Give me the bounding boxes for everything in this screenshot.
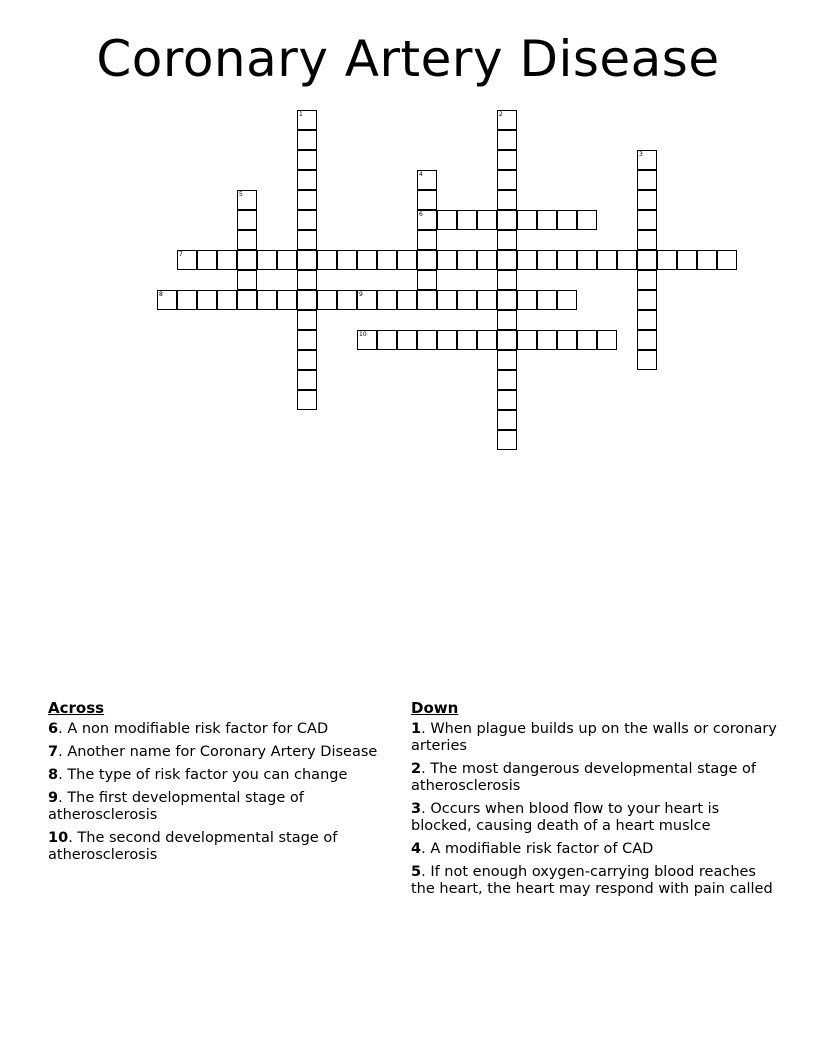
across-clues xyxy=(48,700,393,870)
grid-cell[interactable] xyxy=(277,250,297,270)
crossword-grid xyxy=(0,0,816,470)
grid-cell[interactable] xyxy=(237,290,257,310)
grid-cell[interactable] xyxy=(217,250,237,270)
grid-cell[interactable] xyxy=(297,250,317,270)
clue-number: 1 xyxy=(411,721,422,737)
cell-number: 2 xyxy=(499,111,503,118)
grid-cell[interactable] xyxy=(297,290,317,310)
clue-number: 8 xyxy=(48,767,59,783)
grid-cell[interactable] xyxy=(237,250,257,270)
grid-cell[interactable] xyxy=(617,250,637,270)
grid-cell[interactable] xyxy=(497,170,517,190)
down-clue-1: 1. When plague builds up on the walls or coronary arteries xyxy=(411,721,777,754)
grid-cell[interactable] xyxy=(497,290,517,310)
clue-text: If not enough oxygen-carrying blood reaches the heart, the heart may respond with pain called xyxy=(411,864,773,897)
down-clues xyxy=(411,700,781,904)
grid-cell[interactable] xyxy=(377,330,397,350)
grid-cell[interactable] xyxy=(637,290,657,310)
grid-cell[interactable] xyxy=(557,290,577,310)
down-clue-3: 3. Occurs when blood flow to your heart is blocked, causing death of a heart muslce xyxy=(411,801,720,834)
grid-cell[interactable] xyxy=(637,350,657,370)
across-clue-9: 9. The first developmental stage of atherosclerosis xyxy=(48,790,304,823)
grid-cell[interactable] xyxy=(297,350,317,370)
cell-number: 5 xyxy=(239,191,243,198)
grid-cell[interactable] xyxy=(637,330,657,350)
grid-cell[interactable] xyxy=(417,270,437,290)
grid-cell[interactable] xyxy=(377,290,397,310)
grid-cell[interactable] xyxy=(437,210,457,230)
grid-cell[interactable] xyxy=(497,230,517,250)
grid-cell[interactable] xyxy=(457,290,477,310)
cell-number: 8 xyxy=(159,291,163,298)
clue-text: The first developmental stage of atherosclerosis xyxy=(48,790,304,823)
grid-cell[interactable] xyxy=(417,330,437,350)
grid-cell[interactable] xyxy=(677,250,697,270)
grid-cell[interactable] xyxy=(317,290,337,310)
grid-cell[interactable] xyxy=(437,250,457,270)
grid-cell[interactable] xyxy=(397,330,417,350)
grid-cell[interactable] xyxy=(297,330,317,350)
clue-text: The second developmental stage of atherosclerosis xyxy=(48,830,338,863)
grid-cell[interactable] xyxy=(637,210,657,230)
grid-cell[interactable] xyxy=(497,410,517,430)
cell-number: 9 xyxy=(359,291,363,298)
cell-number: 6 xyxy=(419,211,423,218)
grid-cell[interactable] xyxy=(437,290,457,310)
grid-cell[interactable] xyxy=(257,250,277,270)
grid-cell[interactable] xyxy=(497,190,517,210)
grid-cell[interactable] xyxy=(237,230,257,250)
across-clue-6: 6. A non modifiable risk factor for CAD xyxy=(48,721,329,737)
grid-cell[interactable] xyxy=(637,170,657,190)
grid-cell[interactable] xyxy=(517,210,537,230)
clue-text: The type of risk factor you can change xyxy=(67,767,348,783)
grid-cell[interactable] xyxy=(557,330,577,350)
grid-cell[interactable] xyxy=(697,250,717,270)
cell-number: 3 xyxy=(639,151,643,158)
grid-cell[interactable] xyxy=(297,310,317,330)
grid-cell[interactable] xyxy=(477,330,497,350)
grid-cell[interactable] xyxy=(657,250,677,270)
clue-text: Another name for Coronary Artery Disease xyxy=(67,744,378,760)
grid-cell[interactable] xyxy=(297,390,317,410)
grid-cell[interactable] xyxy=(597,250,617,270)
grid-cell[interactable] xyxy=(537,210,557,230)
grid-cell[interactable] xyxy=(497,270,517,290)
grid-cell[interactable] xyxy=(397,250,417,270)
grid-cell[interactable] xyxy=(537,290,557,310)
grid-cell[interactable] xyxy=(297,190,317,210)
grid-cell[interactable] xyxy=(637,230,657,250)
grid-cell[interactable] xyxy=(297,150,317,170)
grid-cell[interactable] xyxy=(457,330,477,350)
grid-cell[interactable] xyxy=(497,370,517,390)
grid-cell[interactable] xyxy=(337,250,357,270)
grid-cell[interactable] xyxy=(437,330,457,350)
grid-cell[interactable] xyxy=(637,270,657,290)
grid-cell[interactable] xyxy=(497,310,517,330)
clue-text: The most dangerous developmental stage of atherosclerosis xyxy=(411,761,757,794)
grid-cell[interactable] xyxy=(237,210,257,230)
grid-cell[interactable] xyxy=(317,250,337,270)
grid-cell[interactable] xyxy=(417,230,437,250)
clue-number: 9 xyxy=(48,790,59,806)
grid-cell[interactable] xyxy=(417,190,437,210)
grid-cell[interactable] xyxy=(637,310,657,330)
grid-cell[interactable] xyxy=(497,350,517,370)
grid-cell[interactable] xyxy=(577,210,597,230)
grid-cell[interactable] xyxy=(217,290,237,310)
grid-cell[interactable] xyxy=(457,250,477,270)
clue-number: 3 xyxy=(411,801,422,817)
grid-cell[interactable] xyxy=(477,210,497,230)
across-clue-7: 7. Another name for Coronary Artery Disease xyxy=(48,744,378,760)
clue-text: When plague builds up on the walls or coronary arteries xyxy=(411,721,777,754)
grid-cell[interactable] xyxy=(177,290,197,310)
grid-cell[interactable] xyxy=(257,290,277,310)
cell-number: 10 xyxy=(359,331,367,338)
grid-cell[interactable] xyxy=(337,290,357,310)
cell-number: 4 xyxy=(419,171,423,178)
grid-cell[interactable] xyxy=(577,250,597,270)
grid-cell[interactable] xyxy=(457,210,477,230)
clue-number: 7 xyxy=(48,744,59,760)
across-clue-8: 8. The type of risk factor you can change xyxy=(48,767,348,783)
cell-number: 1 xyxy=(299,111,303,118)
grid-cell[interactable] xyxy=(477,250,497,270)
grid-cell[interactable] xyxy=(197,290,217,310)
grid-cell[interactable] xyxy=(557,210,577,230)
grid-cell[interactable] xyxy=(497,150,517,170)
grid-cell[interactable] xyxy=(497,250,517,270)
clue-text: Occurs when blood flow to your heart is blocked, causing death of a heart muslce xyxy=(411,801,720,834)
grid-cell[interactable] xyxy=(297,170,317,190)
grid-cell[interactable] xyxy=(297,210,317,230)
grid-cell[interactable] xyxy=(517,330,537,350)
down-clue-5: 5. If not enough oxygen-carrying blood reaches the heart, the heart may respond with pain called xyxy=(411,864,773,897)
grid-cell[interactable] xyxy=(497,430,517,450)
grid-cell[interactable] xyxy=(577,330,597,350)
down-clue-2: 2. The most dangerous developmental stage of atherosclerosis xyxy=(411,761,757,794)
grid-cell[interactable] xyxy=(637,250,657,270)
grid-cell[interactable] xyxy=(517,290,537,310)
clue-number: 5 xyxy=(411,864,422,880)
grid-cell[interactable] xyxy=(717,250,737,270)
grid-cell[interactable] xyxy=(277,290,297,310)
grid-cell[interactable] xyxy=(417,290,437,310)
grid-cell[interactable] xyxy=(297,270,317,290)
grid-cell[interactable] xyxy=(497,330,517,350)
clue-number: 2 xyxy=(411,761,422,777)
grid-cell[interactable] xyxy=(637,190,657,210)
clue-number: 6 xyxy=(48,721,59,737)
grid-cell[interactable] xyxy=(557,250,577,270)
clue-text: A modifiable risk factor of CAD xyxy=(430,841,654,857)
grid-cell[interactable] xyxy=(297,370,317,390)
grid-cell[interactable] xyxy=(237,270,257,290)
grid-cell[interactable] xyxy=(497,210,517,230)
page-title: Coronary Artery Disease xyxy=(96,30,720,88)
grid-cell[interactable] xyxy=(497,130,517,150)
across-heading: Across xyxy=(48,699,105,717)
clue-number: 10 xyxy=(48,830,69,846)
clue-number: 4 xyxy=(411,841,422,857)
grid-cell[interactable] xyxy=(377,250,397,270)
grid-cell[interactable] xyxy=(477,290,497,310)
grid-cell[interactable] xyxy=(397,290,417,310)
grid-cell[interactable] xyxy=(297,230,317,250)
down-heading: Down xyxy=(411,699,459,717)
grid-cell[interactable] xyxy=(597,330,617,350)
grid-cell[interactable] xyxy=(517,250,537,270)
grid-cell[interactable] xyxy=(297,130,317,150)
down-clue-4: 4. A modifiable risk factor of CAD xyxy=(411,841,654,857)
grid-cell[interactable] xyxy=(357,250,377,270)
grid-cell[interactable] xyxy=(537,250,557,270)
grid-cell[interactable] xyxy=(417,250,437,270)
clue-text: A non modifiable risk factor for CAD xyxy=(67,721,329,737)
cell-number: 7 xyxy=(179,251,183,258)
grid-cell[interactable] xyxy=(537,330,557,350)
across-clue-10: 10. The second developmental stage of atherosclerosis xyxy=(48,830,338,863)
grid-cell[interactable] xyxy=(497,390,517,410)
grid-cell[interactable] xyxy=(197,250,217,270)
